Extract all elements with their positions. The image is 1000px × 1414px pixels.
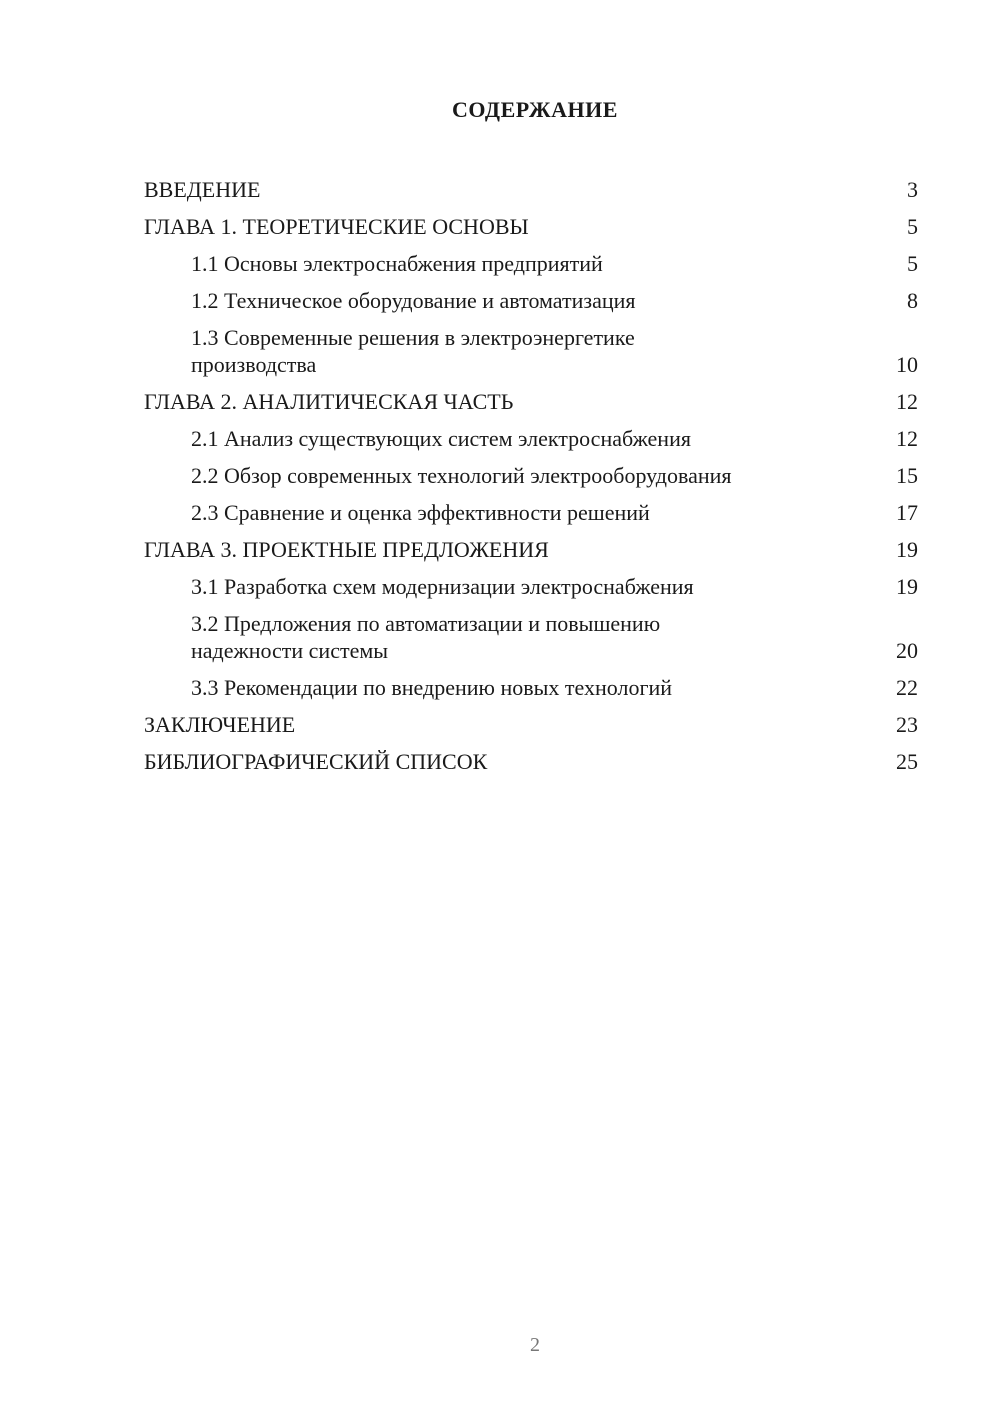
toc-entry-page: 5: [907, 251, 918, 276]
toc-entry-page: 25: [896, 749, 918, 774]
toc-entry-label: ГЛАВА 1. ТЕОРЕТИЧЕСКИЕ ОСНОВЫ: [144, 214, 529, 239]
toc-entry[interactable]: [144, 203, 918, 240]
toc-entry-label: ГЛАВА 3. ПРОЕКТНЫЕ ПРЕДЛОЖЕНИЯ: [144, 537, 549, 562]
toc-entry-label: 2.2 Обзор современных технологий электрооборудования: [191, 463, 732, 488]
toc-entry-page: 3: [907, 177, 918, 202]
toc-entry-page: 15: [896, 463, 918, 488]
toc-subentry[interactable]: [144, 600, 918, 664]
toc-subentry[interactable]: [144, 489, 918, 526]
toc-entry-label: 2.1 Анализ существующих систем электроснабжения: [191, 426, 691, 451]
toc-entry-label: 3.1 Разработка схем модернизации электроснабжения: [191, 574, 694, 599]
toc-entry[interactable]: [144, 378, 918, 415]
table-of-contents: [144, 166, 918, 775]
toc-subentry[interactable]: [144, 277, 918, 314]
toc-entry-label: БИБЛИОГРАФИЧЕСКИЙ СПИСОК: [144, 749, 488, 774]
toc-entry-page: 20: [896, 638, 918, 663]
toc-entry-page: 8: [907, 288, 918, 313]
toc-entry-label: 1.2 Техническое оборудование и автоматизация: [191, 288, 636, 313]
toc-subentry[interactable]: [144, 314, 918, 378]
toc-entry[interactable]: [144, 526, 918, 563]
toc-entry[interactable]: [144, 166, 918, 203]
toc-entry-label: 1.1 Основы электроснабжения предприятий: [191, 251, 603, 276]
toc-subentry[interactable]: [144, 563, 918, 600]
toc-entry-page: 19: [896, 574, 918, 599]
toc-entry-page: 23: [896, 712, 918, 737]
toc-entry[interactable]: [144, 701, 918, 738]
page-number: 2: [530, 1334, 540, 1356]
toc-entry-label: ГЛАВА 2. АНАЛИТИЧЕСКАЯ ЧАСТЬ: [144, 389, 514, 414]
toc-entry-label: 3.2 Предложения по автоматизации и повышению надежности системы: [191, 611, 661, 663]
toc-entry-page: 22: [896, 675, 918, 700]
toc-entry-label: ВВЕДЕНИЕ: [144, 177, 261, 202]
toc-subentry[interactable]: [144, 664, 918, 701]
toc-entry-page: 10: [896, 352, 918, 377]
toc-entry-page: 19: [896, 537, 918, 562]
toc-entry-label: ЗАКЛЮЧЕНИЕ: [144, 712, 296, 737]
toc-entry-page: 12: [896, 389, 918, 414]
toc-entry-page: 17: [896, 500, 918, 525]
toc-entry-label: 1.3 Современные решения в электроэнергетике производства: [191, 325, 635, 377]
toc-subentry[interactable]: [144, 415, 918, 452]
toc-subentry[interactable]: [144, 452, 918, 489]
toc-entry-page: 5: [907, 214, 918, 239]
toc-entry[interactable]: [144, 738, 918, 775]
toc-entry-label: 2.3 Сравнение и оценка эффективности решений: [191, 500, 650, 525]
toc-subentry[interactable]: [144, 240, 918, 277]
toc-entry-page: 12: [896, 426, 918, 451]
toc-entry-label: 3.3 Рекомендации по внедрению новых технологий: [191, 675, 673, 700]
page-title: СОДЕРЖАНИЕ: [452, 97, 618, 122]
